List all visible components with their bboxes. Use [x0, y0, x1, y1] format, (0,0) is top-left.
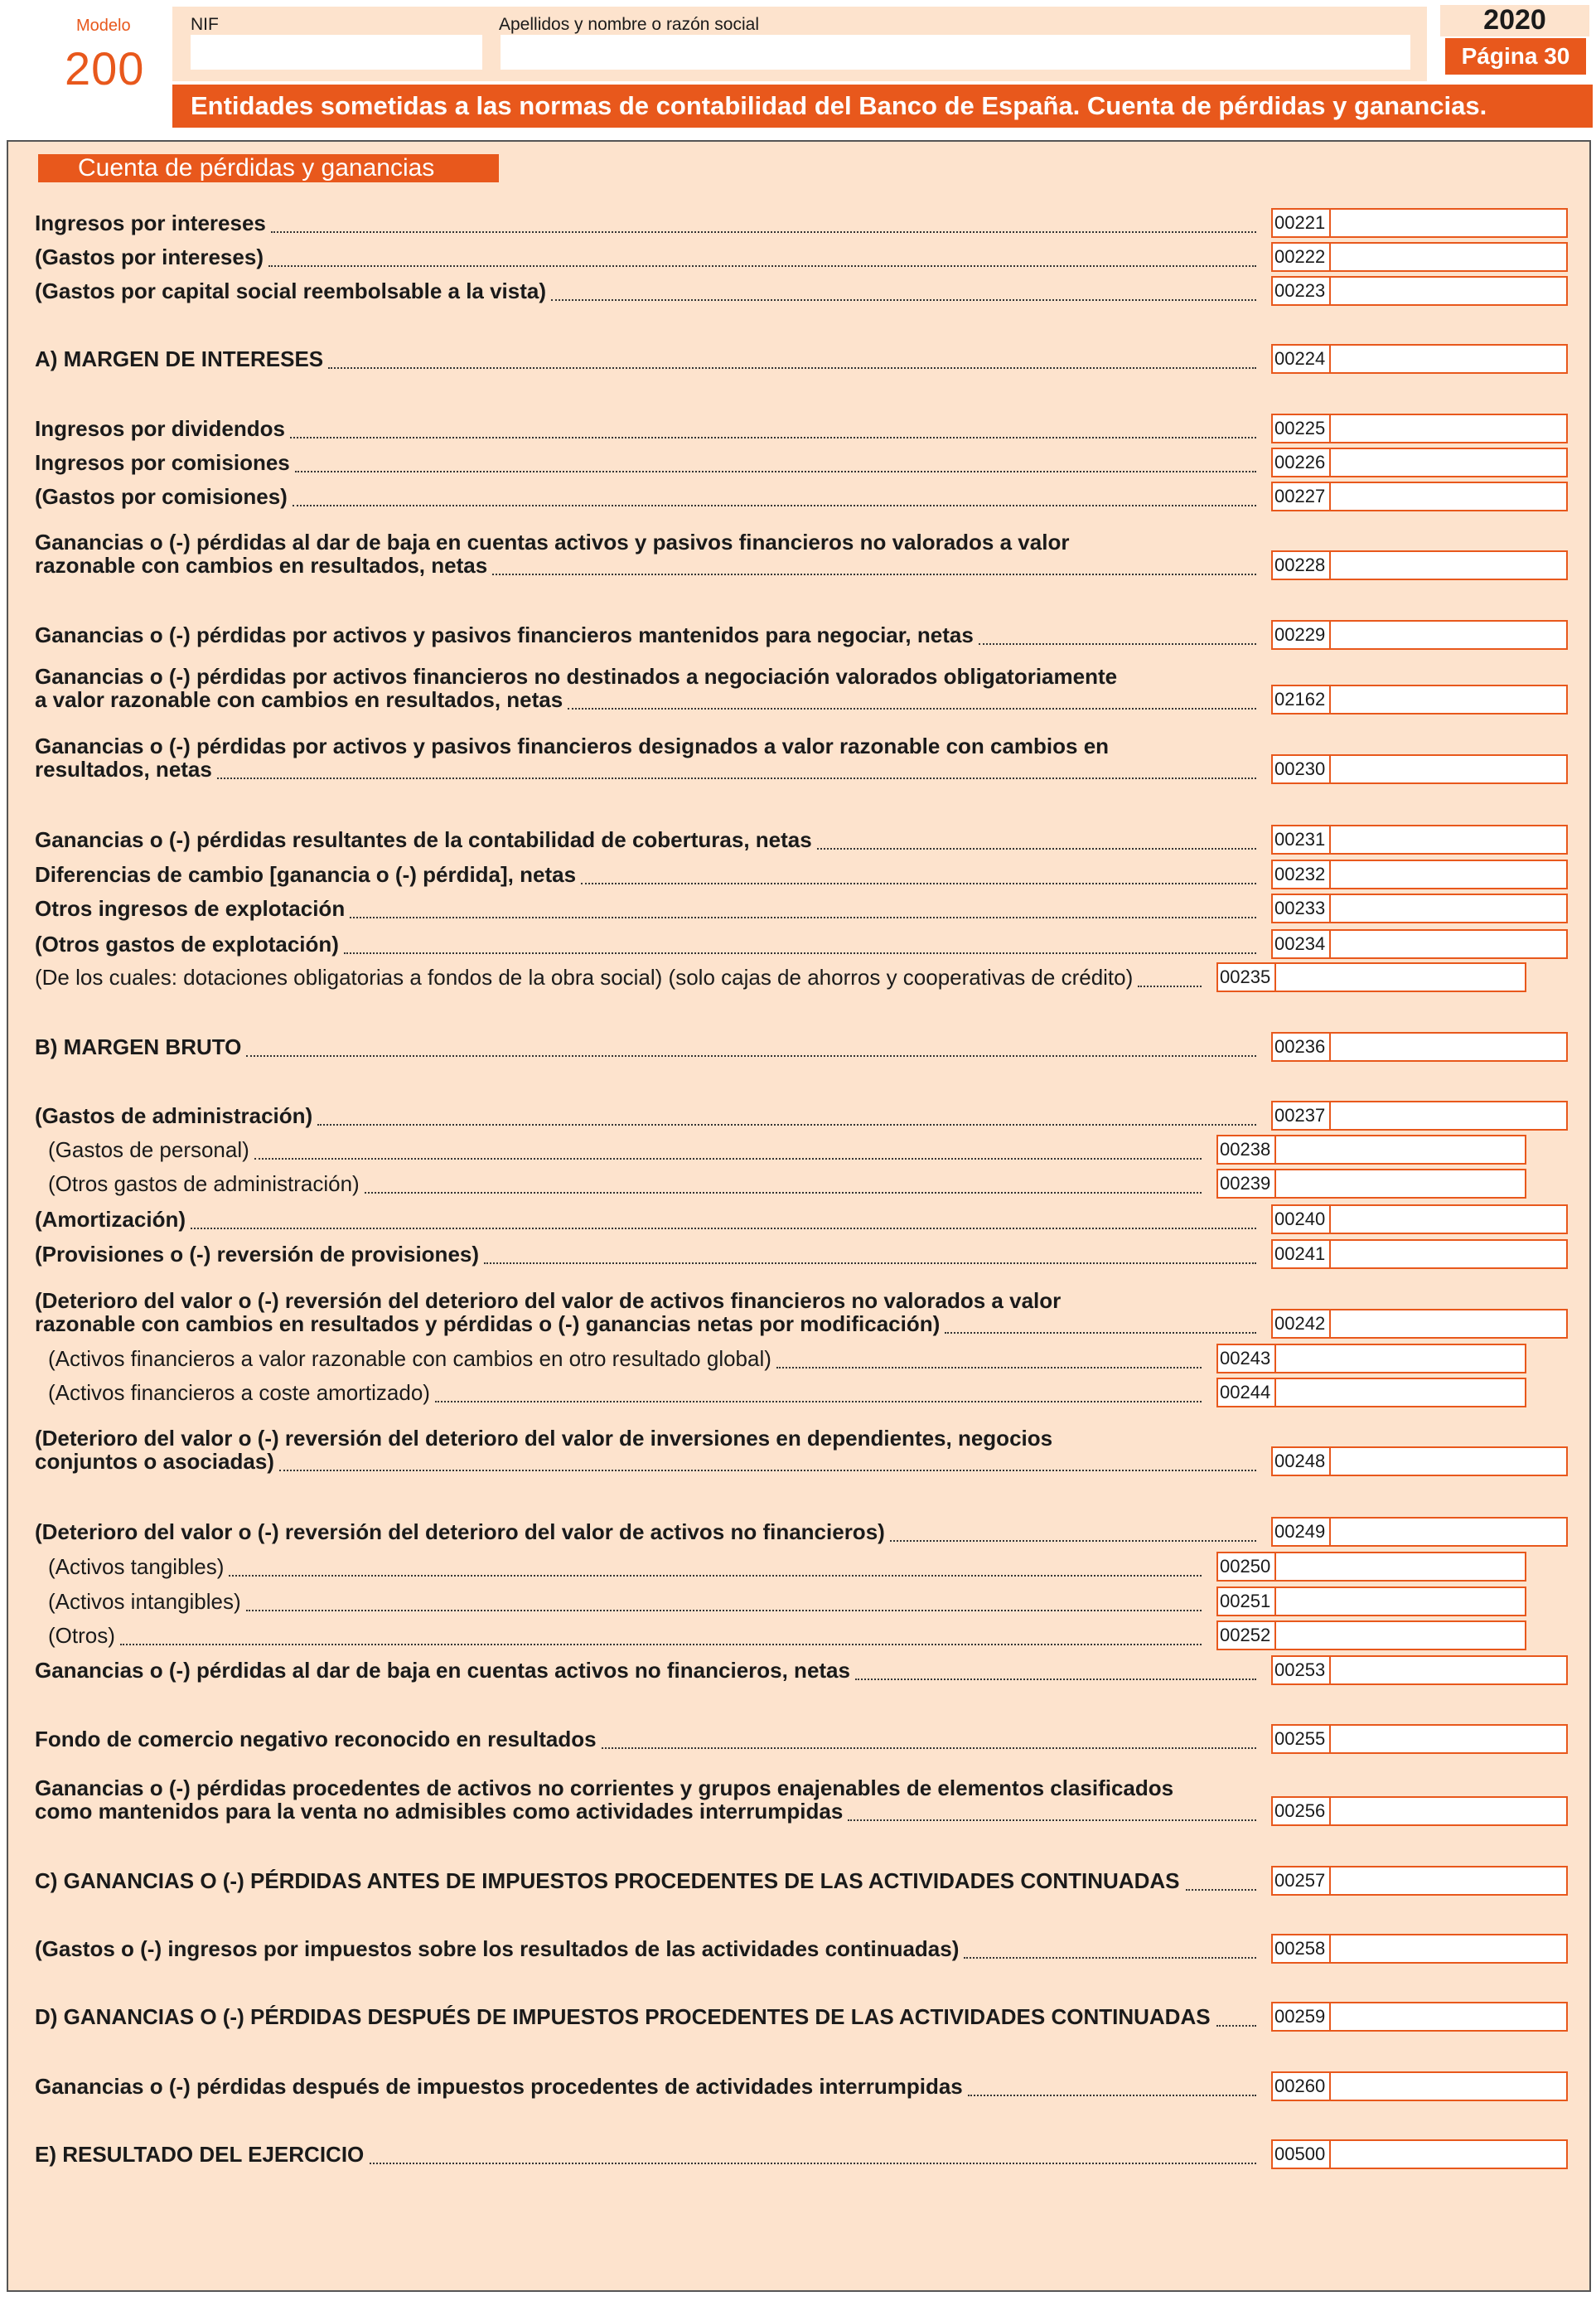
leader-dots [568, 706, 1256, 710]
row-label-00221: Ingresos por intereses [35, 211, 266, 235]
row-label-00256: Ganancias o (-) pérdidas procedentes de activos no corrientes y grupos enajenables de elementos clasificados [35, 1775, 1174, 1800]
row-label-00238: (Gastos de personal) [48, 1137, 249, 1162]
leader-dots [855, 1677, 1256, 1680]
row-label-00239: (Otros gastos de administración) [48, 1171, 360, 1196]
box-code-00244: 00244 [1216, 1378, 1276, 1407]
row-label-00227: (Gastos por comisiones) [35, 484, 288, 509]
box-code-00239: 00239 [1216, 1169, 1276, 1199]
row-label-00232: Diferencias de cambio [ganancia o (-) pérdida], netas [35, 862, 577, 887]
row-label-00236: B) MARGEN BRUTO [35, 1034, 242, 1059]
leader-dots [848, 1818, 1256, 1821]
section-title: Cuenta de pérdidas y ganancias [38, 154, 499, 182]
leader-dots [344, 951, 1256, 954]
leader-dots [293, 503, 1256, 506]
leader-dots [317, 1122, 1256, 1126]
amount-field-00251[interactable] [1274, 1586, 1526, 1616]
box-code-00248: 00248 [1271, 1446, 1331, 1476]
leader-dots [979, 642, 1256, 645]
box-code-00255: 00255 [1271, 1724, 1331, 1754]
amount-field-00234[interactable] [1329, 929, 1568, 959]
box-code-00236: 00236 [1271, 1032, 1331, 1062]
modelo-number: 200 [65, 42, 145, 94]
row-label-00257: C) GANANCIAS O (-) PÉRDIDAS ANTES DE IMPUESTOS PROCEDENTES DE LAS ACTIVIDADES CONTINUADAS [35, 1868, 1180, 1893]
row-label-00253: Ganancias o (-) pérdidas al dar de baja en cuentas activos no financieros, netas [35, 1658, 850, 1683]
amount-field-00248[interactable] [1329, 1446, 1568, 1476]
name-label: Apellidos y nombre o razón social [499, 15, 759, 34]
row-label-00230: Ganancias o (-) pérdidas por activos y pasivos financieros designados a valor razonable con cambios en [35, 734, 1110, 758]
leader-dots [551, 298, 1256, 301]
leader-dots [602, 1746, 1256, 1749]
nif-label: NIF [191, 15, 219, 34]
leader-dots [890, 1538, 1256, 1542]
leader-dots [191, 1226, 1256, 1229]
box-code-00234: 00234 [1271, 929, 1331, 959]
box-code-00250: 00250 [1216, 1552, 1276, 1582]
box-code-00232: 00232 [1271, 860, 1331, 889]
leader-dots [968, 2093, 1256, 2096]
box-code-00240: 00240 [1271, 1204, 1331, 1234]
amount-field-00239[interactable] [1274, 1169, 1526, 1199]
amount-field-00242[interactable] [1329, 1309, 1568, 1339]
amount-field-00221[interactable] [1329, 208, 1568, 238]
row-label-00248: (Deterioro del valor o (-) reversión del deterioro del valor de inversiones en dependientes, negocios [35, 1426, 1053, 1451]
box-code-00222: 00222 [1271, 242, 1331, 272]
leader-dots [817, 846, 1256, 850]
row-label-00228: Ganancias o (-) pérdidas al dar de baja en cuentas activos y pasivos financieros no valorados a valor [35, 530, 1070, 555]
box-code-00225: 00225 [1271, 414, 1331, 443]
leader-dots [279, 1468, 1256, 1471]
row-label-00234: (Otros gastos de explotación) [35, 932, 339, 957]
amount-field-00225[interactable] [1329, 414, 1568, 443]
row-label-00226: Ingresos por comisiones [35, 450, 290, 475]
row-label-00500: E) RESULTADO DEL EJERCICIO [35, 2142, 365, 2167]
leader-dots [484, 1261, 1256, 1264]
box-code-02162: 02162 [1271, 685, 1331, 715]
box-code-00241: 00241 [1271, 1239, 1331, 1269]
amount-field-00231[interactable] [1329, 825, 1568, 855]
leader-dots [492, 572, 1256, 575]
amount-field-00243[interactable] [1274, 1344, 1526, 1373]
row-label-00243: (Activos financieros a valor razonable con cambios en otro resultado global) [48, 1346, 771, 1371]
box-code-00230: 00230 [1271, 754, 1331, 784]
amount-field-00258[interactable] [1329, 1934, 1568, 1964]
box-code-00259: 00259 [1271, 2002, 1331, 2032]
amount-field-00500[interactable] [1329, 2139, 1568, 2169]
amount-field-00227[interactable] [1329, 482, 1568, 511]
amount-field-00241[interactable] [1329, 1239, 1568, 1269]
box-code-00260: 00260 [1271, 2071, 1331, 2101]
leader-dots [290, 435, 1256, 438]
leader-dots [945, 1330, 1256, 1334]
row-label-00244: (Activos financieros a coste amortizado) [48, 1380, 430, 1405]
amount-field-00228[interactable] [1329, 550, 1568, 580]
amount-field-00233[interactable] [1329, 894, 1568, 923]
amount-field-00259[interactable] [1329, 2002, 1568, 2032]
box-code-00223: 00223 [1271, 276, 1331, 306]
amount-field-00236[interactable] [1329, 1032, 1568, 1062]
nif-input[interactable] [191, 35, 482, 70]
row-label-00237: (Gastos de administración) [35, 1103, 313, 1128]
box-code-00229: 00229 [1271, 620, 1331, 650]
row-label-00255: Fondo de comercio negativo reconocido en resultados [35, 1727, 597, 1751]
amount-field-00250[interactable] [1274, 1552, 1526, 1582]
leader-dots [246, 1608, 1202, 1611]
amount-field-00260[interactable] [1329, 2071, 1568, 2101]
amount-field-02162[interactable] [1329, 685, 1568, 715]
year-label: 2020 [1483, 4, 1546, 36]
amount-field-00240[interactable] [1329, 1204, 1568, 1234]
row-label-00241: (Provisiones o (-) reversión de provisiones) [35, 1242, 480, 1267]
leader-dots [328, 366, 1256, 369]
row-label-00250: (Activos tangibles) [48, 1554, 225, 1579]
row-label-00222: (Gastos por intereses) [35, 245, 264, 269]
amount-field-00237[interactable] [1329, 1101, 1568, 1131]
row-label-00231: Ganancias o (-) pérdidas resultantes de la contabilidad de coberturas, netas [35, 827, 812, 852]
row-label-00259: D) GANANCIAS O (-) PÉRDIDAS DESPUÉS DE IMPUESTOS PROCEDENTES DE LAS ACTIVIDADES CONTINUADAS [35, 2004, 1211, 2029]
box-code-00233: 00233 [1271, 894, 1331, 923]
leader-dots [581, 881, 1256, 884]
row-label-00224: A) MARGEN DE INTERESES [35, 346, 324, 371]
leader-dots [776, 1365, 1202, 1368]
leader-dots [435, 1399, 1202, 1402]
box-code-00235: 00235 [1216, 962, 1276, 992]
box-code-00242: 00242 [1271, 1309, 1331, 1339]
box-code-00252: 00252 [1216, 1620, 1276, 1650]
modelo-label: Modelo [76, 17, 131, 35]
amount-field-00226[interactable] [1329, 448, 1568, 477]
row-label-00248: conjuntos o asociadas) [35, 1449, 274, 1474]
row-label-00256: como mantenidos para la venta no admisibles como actividades interrumpidas [35, 1799, 844, 1824]
box-code-00221: 00221 [1271, 208, 1331, 238]
row-label-00233: Otros ingresos de explotación [35, 896, 346, 921]
box-code-00238: 00238 [1216, 1135, 1276, 1165]
amount-field-00223[interactable] [1329, 276, 1568, 306]
box-code-00500: 00500 [1271, 2139, 1331, 2169]
amount-field-00244[interactable] [1274, 1378, 1526, 1407]
amount-field-00255[interactable] [1329, 1724, 1568, 1754]
leader-dots [365, 1190, 1202, 1194]
box-code-00231: 00231 [1271, 825, 1331, 855]
leader-dots [1186, 1887, 1256, 1891]
box-code-00228: 00228 [1271, 550, 1331, 580]
box-code-00251: 00251 [1216, 1586, 1276, 1616]
amount-field-00257[interactable] [1329, 1866, 1568, 1896]
row-label-02162: a valor razonable con cambios en resultados, netas [35, 687, 563, 712]
row-label-02162: Ganancias o (-) pérdidas por activos financieros no destinados a negociación valorados obligatoriamente [35, 664, 1118, 689]
row-label-00230: resultados, netas [35, 757, 212, 782]
leader-dots [229, 1573, 1202, 1577]
amount-field-00230[interactable] [1329, 754, 1568, 784]
amount-field-00249[interactable] [1329, 1517, 1568, 1547]
amount-field-00235[interactable] [1274, 962, 1526, 992]
row-label-00228: razonable con cambios en resultados, netas [35, 553, 488, 578]
amount-field-00224[interactable] [1329, 344, 1568, 374]
box-code-00226: 00226 [1271, 448, 1331, 477]
amount-field-00252[interactable] [1274, 1620, 1526, 1650]
leader-dots [120, 1642, 1202, 1645]
box-code-00257: 00257 [1271, 1866, 1331, 1896]
row-label-00242: (Deterioro del valor o (-) reversión del deterioro del valor de activos financieros no valorados a valor [35, 1288, 1062, 1313]
leader-dots [370, 2161, 1256, 2164]
row-label-00223: (Gastos por capital social reembolsable a la vista) [35, 279, 547, 303]
leader-dots [246, 1054, 1256, 1057]
row-label-00252: (Otros) [48, 1623, 115, 1648]
page-badge: Página 30 [1445, 38, 1586, 75]
row-label-00240: (Amortización) [35, 1207, 186, 1232]
box-code-00243: 00243 [1216, 1344, 1276, 1373]
leader-dots [268, 264, 1256, 267]
leader-dots [217, 776, 1256, 779]
row-label-00249: (Deterioro del valor o (-) reversión del deterioro del valor de activos no financieros) [35, 1519, 885, 1544]
box-code-00256: 00256 [1271, 1796, 1331, 1826]
form-title: Entidades sometidas a las normas de contabilidad del Banco de España. Cuenta de pérdidas y ganancias. [172, 85, 1593, 128]
row-label-00251: (Activos intangibles) [48, 1589, 241, 1614]
leader-dots [254, 1156, 1202, 1160]
box-code-00249: 00249 [1271, 1517, 1331, 1547]
row-label-00258: (Gastos o (-) ingresos por impuestos sobre los resultados de las actividades continuadas) [35, 1936, 960, 1961]
amount-field-00232[interactable] [1329, 860, 1568, 889]
name-input[interactable] [501, 35, 1410, 70]
amount-field-00229[interactable] [1329, 620, 1568, 650]
leader-dots [1216, 2023, 1256, 2027]
leader-dots [350, 915, 1256, 918]
box-code-00258: 00258 [1271, 1934, 1331, 1964]
leader-dots [1138, 984, 1202, 987]
leader-dots [964, 1955, 1256, 1959]
leader-dots [271, 230, 1256, 233]
leader-dots [295, 469, 1256, 472]
box-code-00227: 00227 [1271, 482, 1331, 511]
row-label-00229: Ganancias o (-) pérdidas por activos y pasivos financieros mantenidos para negociar, netas [35, 622, 974, 647]
row-label-00235: (De los cuales: dotaciones obligatorias a fondos de la obra social) (solo cajas de ahorros y cooperativas de crédito) [35, 965, 1134, 990]
amount-field-00253[interactable] [1329, 1655, 1568, 1685]
amount-field-00238[interactable] [1274, 1135, 1526, 1165]
row-label-00260: Ganancias o (-) pérdidas después de impuestos procedentes de actividades interrumpidas [35, 2074, 963, 2099]
box-code-00253: 00253 [1271, 1655, 1331, 1685]
row-label-00242: razonable con cambios en resultados y pérdidas o (-) ganancias netas por modificación) [35, 1311, 941, 1336]
amount-field-00222[interactable] [1329, 242, 1568, 272]
box-code-00237: 00237 [1271, 1101, 1331, 1131]
row-label-00225: Ingresos por dividendos [35, 416, 285, 441]
amount-field-00256[interactable] [1329, 1796, 1568, 1826]
box-code-00224: 00224 [1271, 344, 1331, 374]
